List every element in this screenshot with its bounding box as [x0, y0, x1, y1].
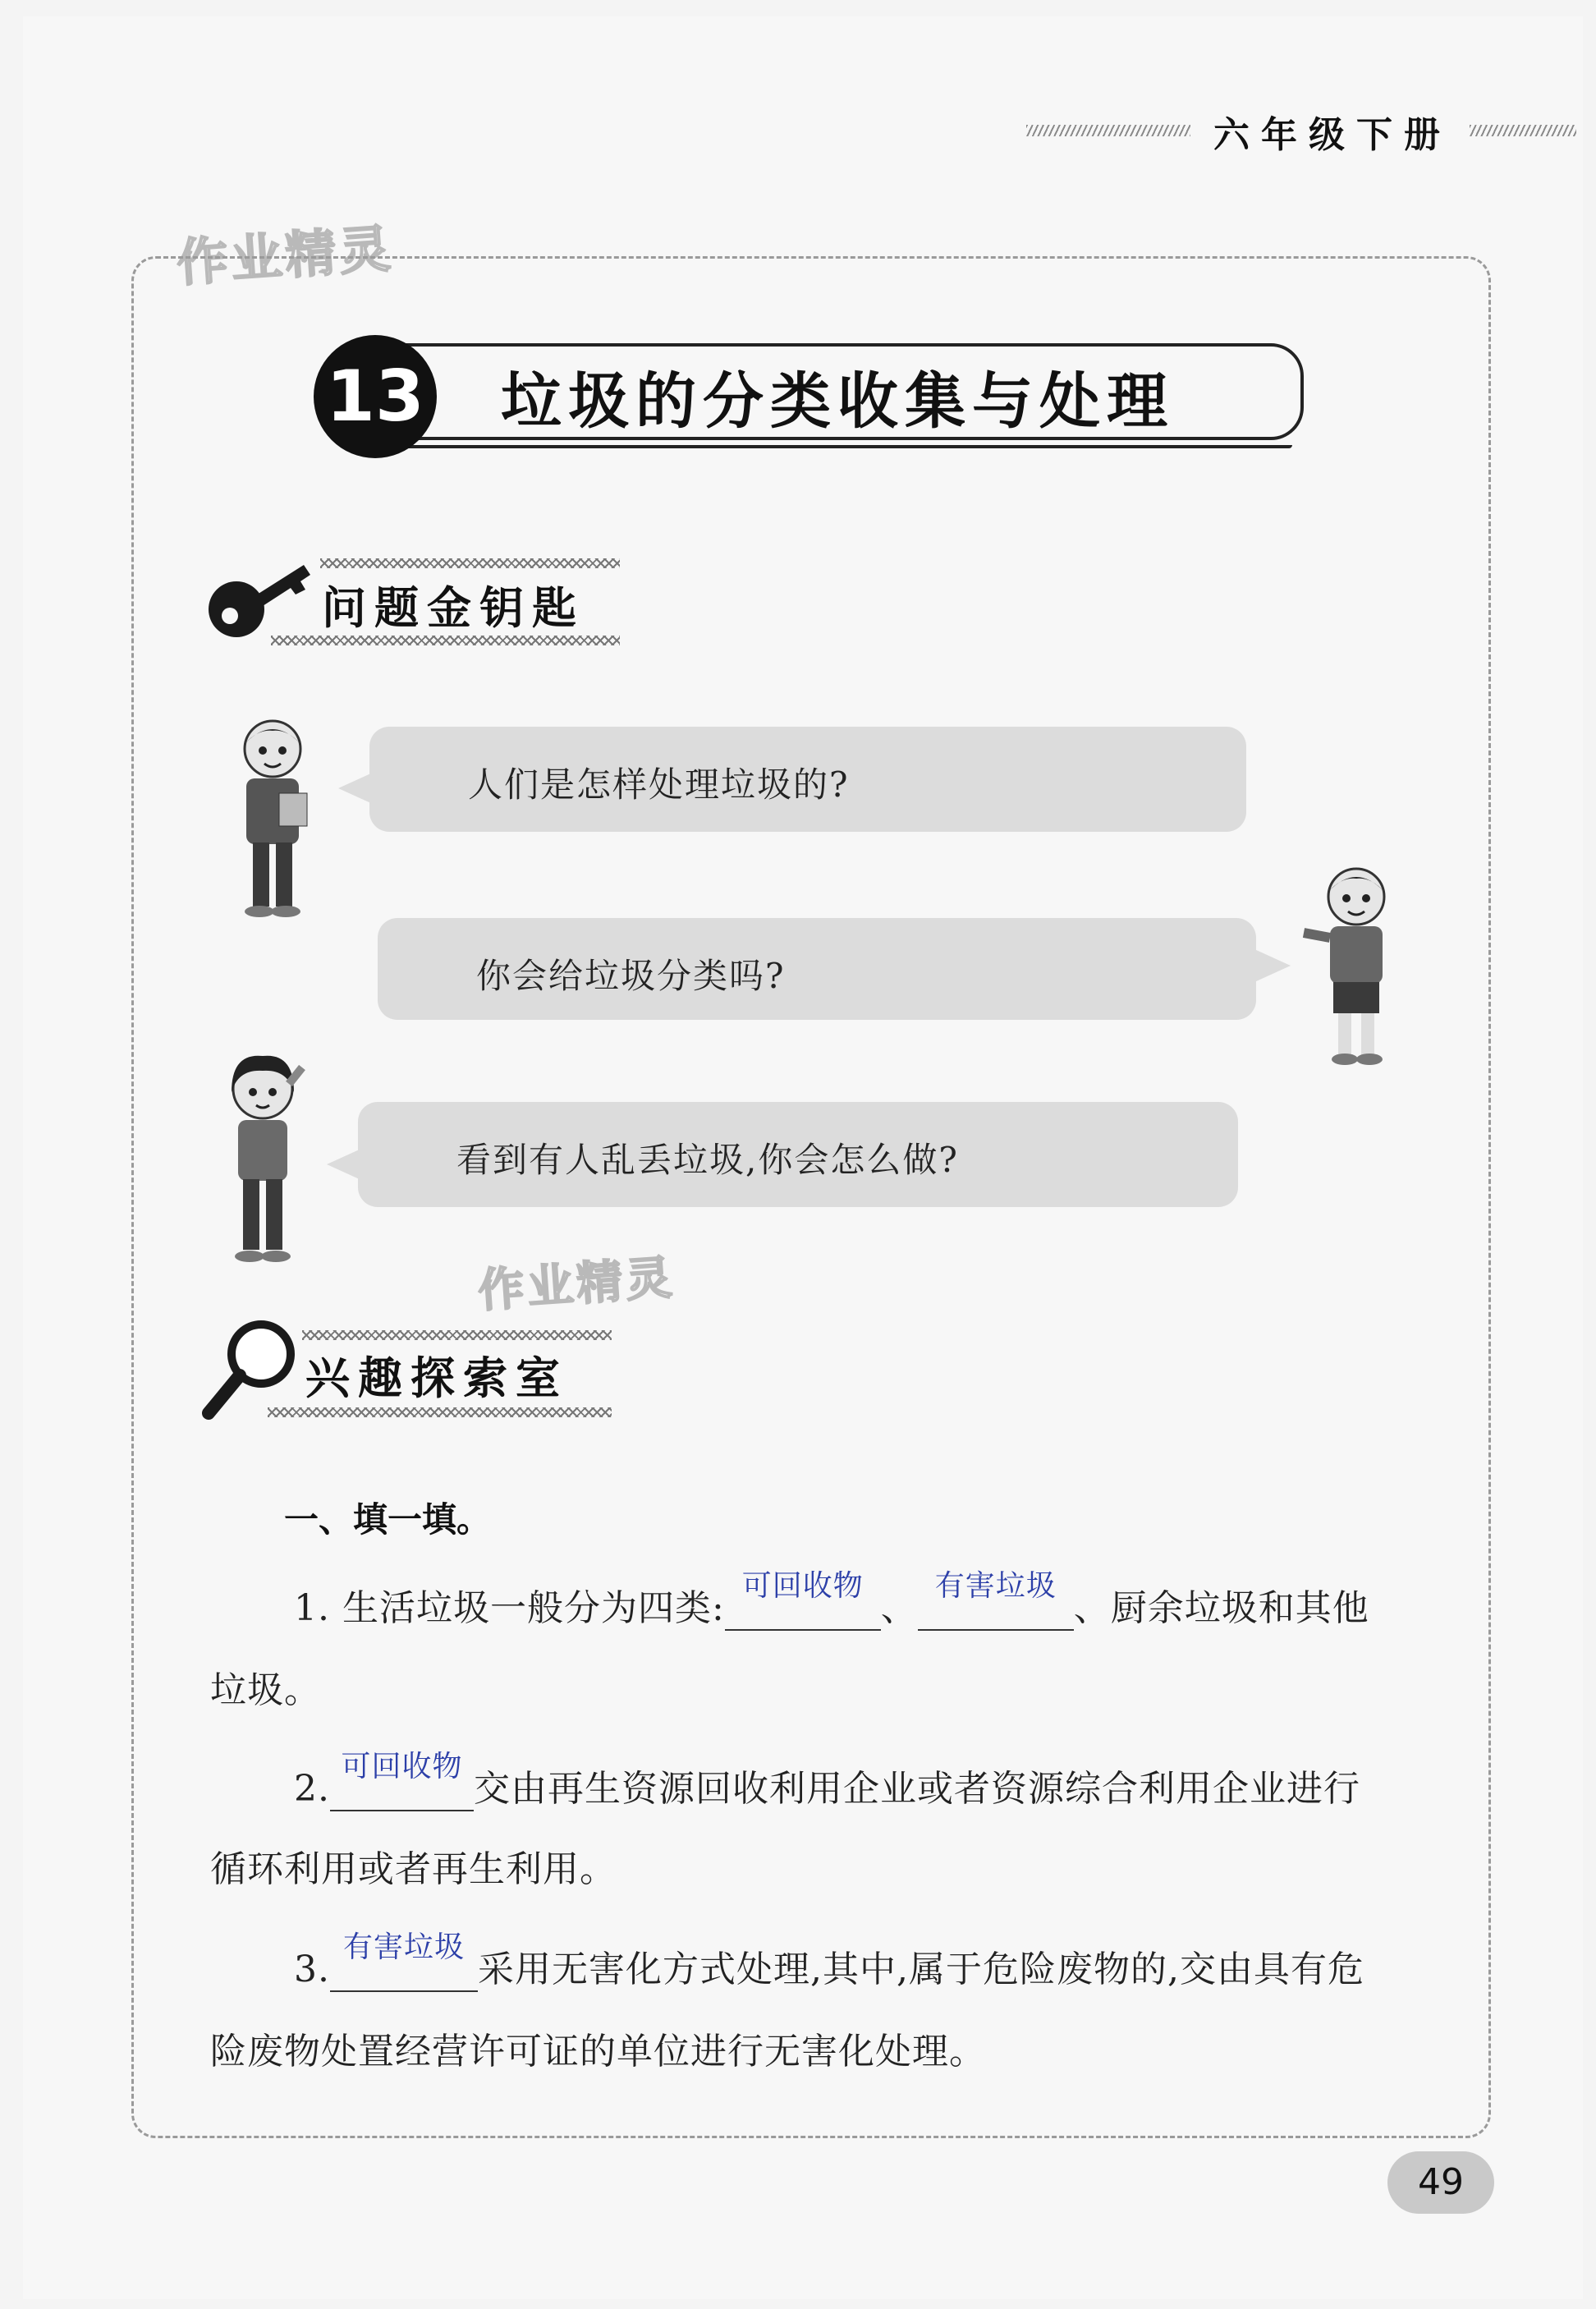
answer-blank[interactable]: [330, 1750, 474, 1811]
speech-bubble: [378, 918, 1256, 1020]
answer-text: 可回收物: [341, 1750, 463, 1783]
heading-border-top: [302, 1330, 612, 1340]
header-decoration-right: [1470, 125, 1576, 136]
answer-blank[interactable]: [330, 1930, 478, 1992]
heading-border-top: [320, 558, 620, 568]
question-1-lead: 1. 生活垃圾一般分为四类:: [294, 1587, 725, 1629]
header-decoration-left: [1026, 125, 1190, 136]
heading-border-bottom: [268, 1407, 612, 1417]
bubble-tail: [1254, 949, 1291, 982]
section-title-key: 问题金钥匙: [322, 582, 585, 634]
answer-text: 可回收物: [741, 1569, 864, 1603]
question-2-tail: 交由再生资源回收利用企业或者资源综合利用企业进行: [473, 1768, 1360, 1810]
question-1-line-1: [294, 1569, 1369, 1631]
question-2-line-1: [294, 1750, 1360, 1811]
dialogue-text: 你会给垃圾分类吗?: [476, 956, 786, 996]
grade-label: 六年级下册: [1213, 114, 1452, 156]
question-1-tail: 、厨余垃圾和其他: [1073, 1587, 1369, 1629]
speech-bubble: [369, 727, 1246, 832]
dialogue-text: 看到有人乱丢垃圾,你会怎么做?: [456, 1140, 959, 1180]
answer-blank[interactable]: [725, 1569, 881, 1631]
question-3-line-2: 险废物处置经营许可证的单位进行无害化处理。: [210, 2031, 986, 2073]
question-2-lead: 2.: [294, 1768, 330, 1810]
page-number: 49: [1387, 2151, 1494, 2214]
question-3-line-1: [294, 1930, 1364, 1992]
exercise-heading: 一、填一填。: [284, 1499, 492, 1540]
question-3-tail: 采用无害化方式处理,其中,属于危险废物的,交由具有危: [477, 1949, 1364, 1990]
question-2-line-2: 循环利用或者再生利用。: [210, 1848, 617, 1890]
section-title-explore: 兴趣探索室: [305, 1352, 568, 1404]
girl-character-icon: [212, 1051, 319, 1269]
lesson-number-badge: 13: [314, 335, 437, 458]
watermark: 作业精灵: [476, 1251, 677, 1319]
heading-border-bottom: [271, 636, 620, 645]
question-3-lead: 3.: [294, 1949, 330, 1990]
boy-character-icon: [1297, 862, 1412, 1067]
answer-text: 有害垃圾: [934, 1569, 1057, 1603]
boy-character-icon: [222, 714, 328, 920]
lesson-title: 垃圾的分类收集与处理: [501, 366, 1174, 437]
speech-bubble: [358, 1102, 1238, 1207]
watermark: 作业精灵: [175, 218, 396, 294]
answer-blank[interactable]: [918, 1569, 1074, 1631]
separator: 、: [880, 1587, 918, 1629]
dialogue-text: 人们是怎样处理垃圾的?: [468, 764, 850, 805]
answer-text: 有害垃圾: [342, 1930, 465, 1964]
question-1-line-2: 垃圾。: [210, 1669, 321, 1711]
